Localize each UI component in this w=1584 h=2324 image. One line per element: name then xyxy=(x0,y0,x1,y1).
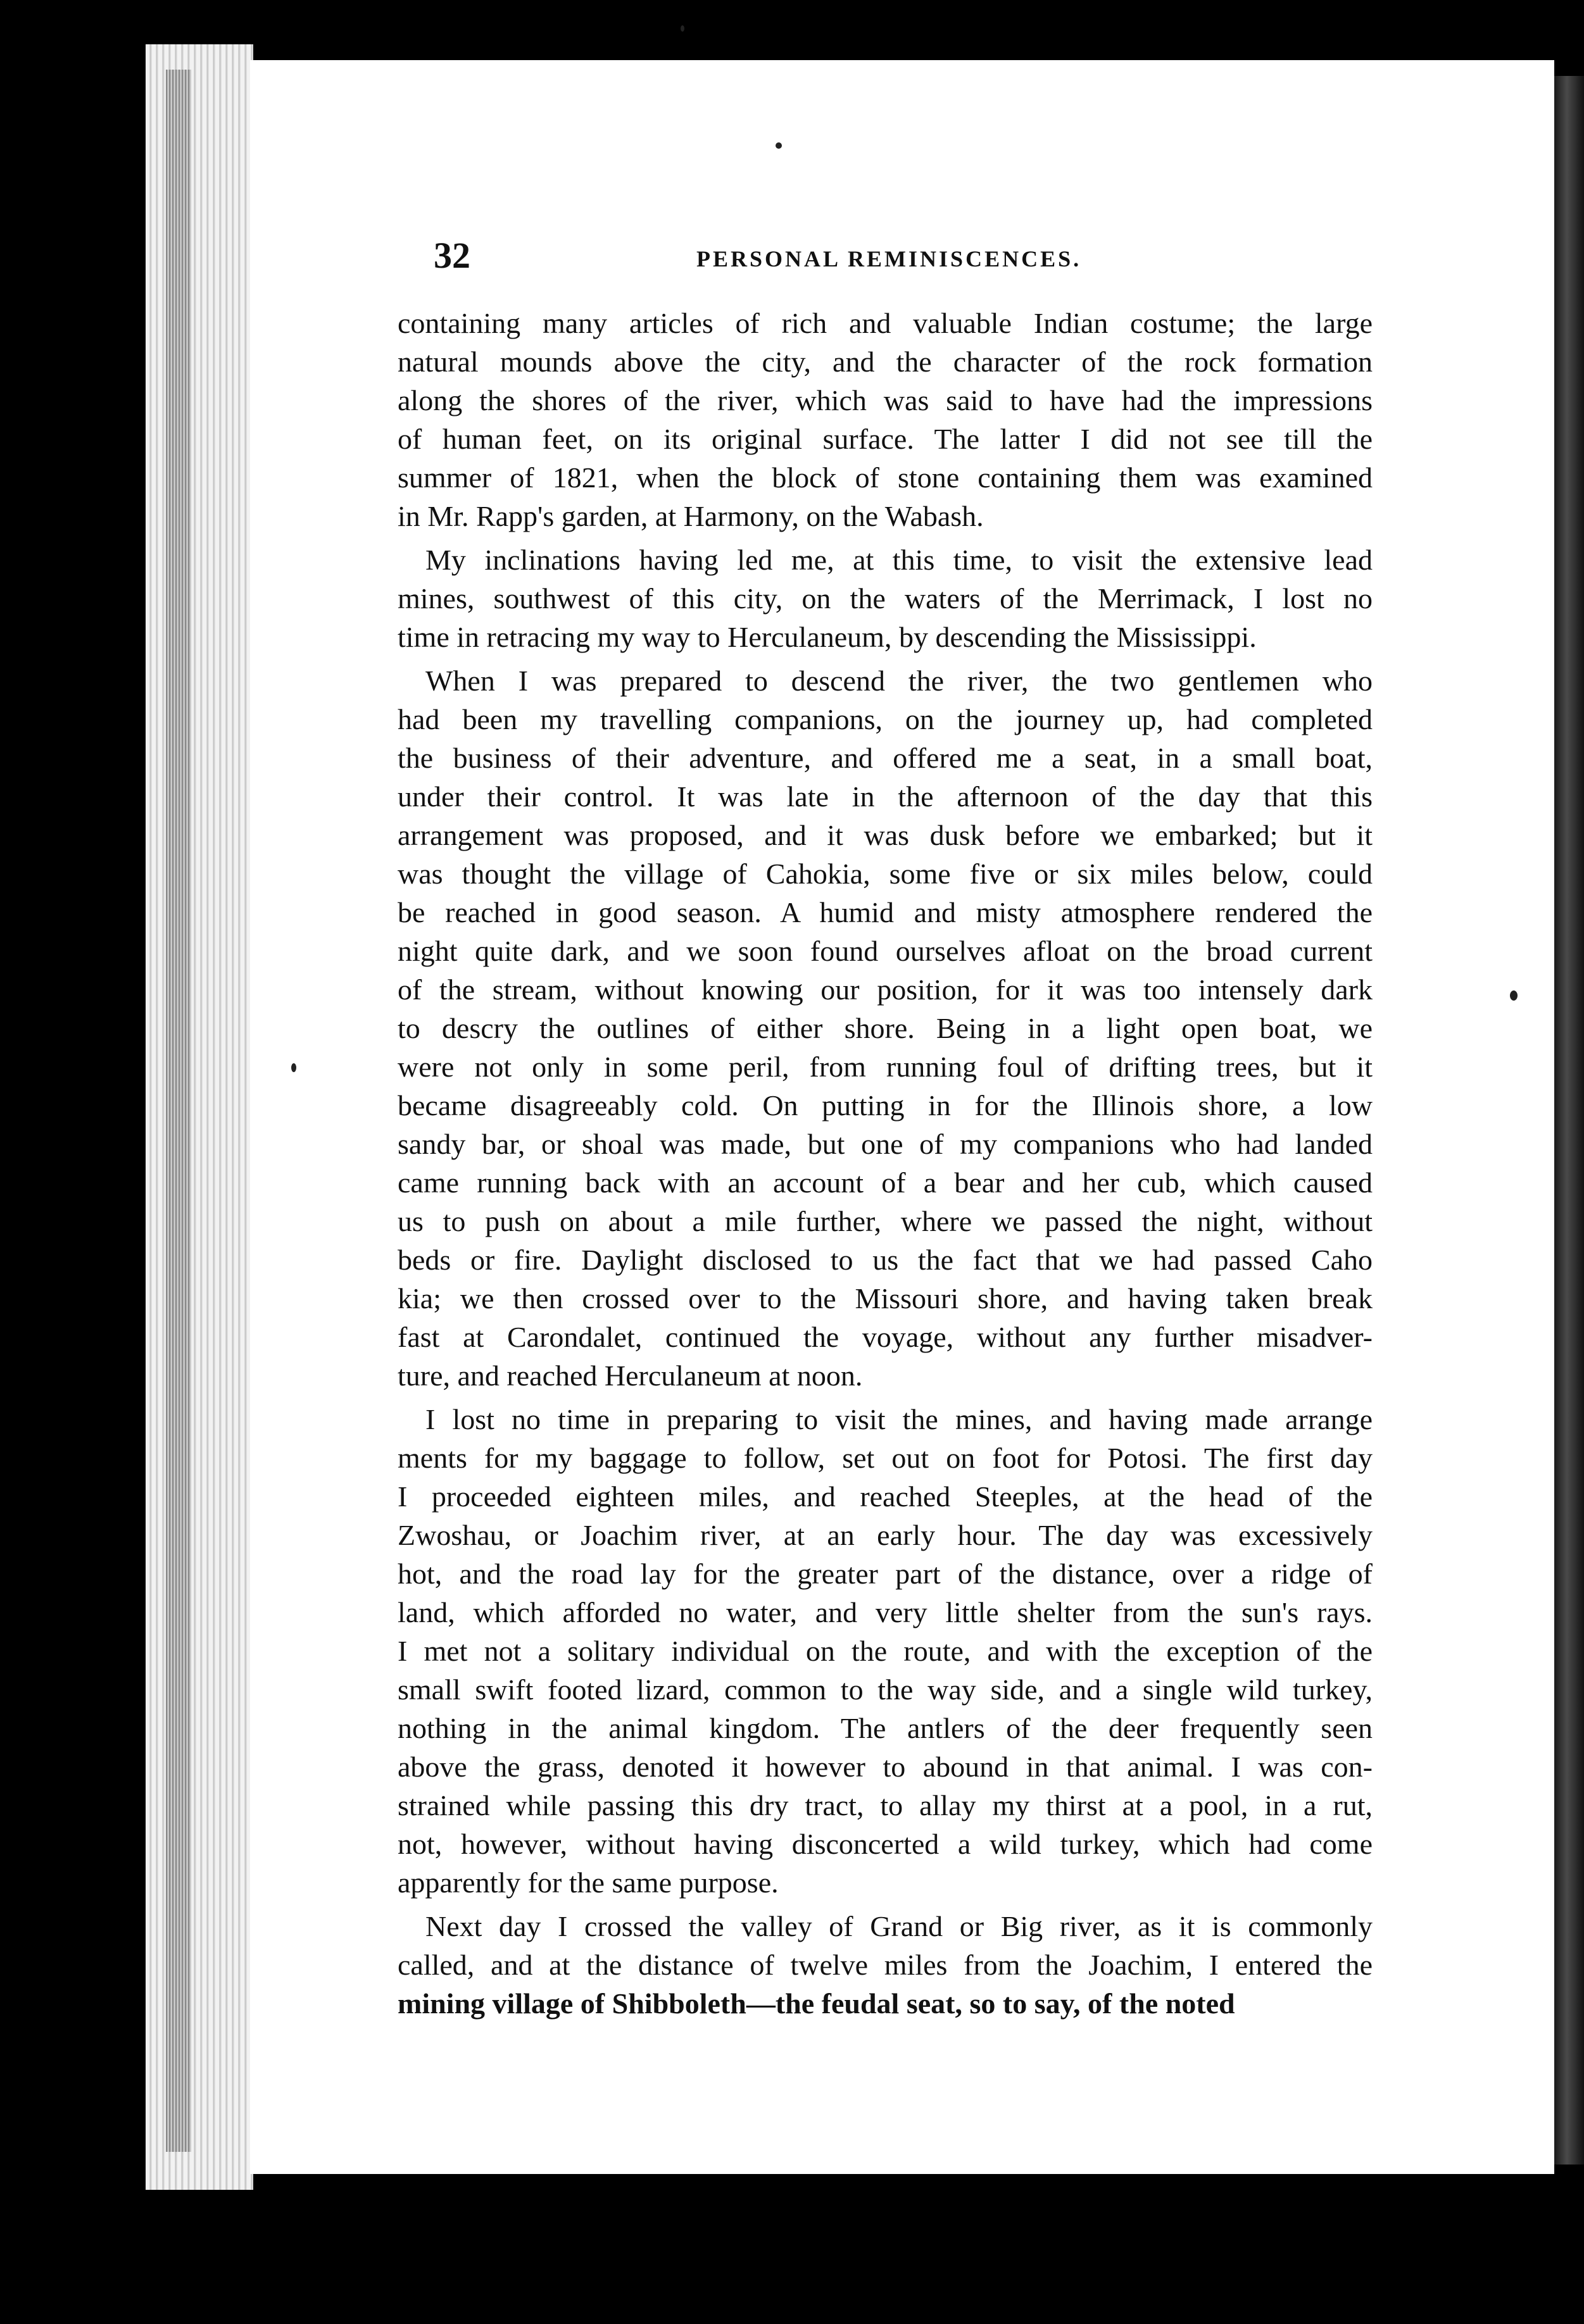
text-line: apparently for the same purpose. xyxy=(398,1866,779,1899)
text-line: containing many articles of rich and valuable Indian costume; the large xyxy=(398,307,1373,339)
text-line: nothing in the animal kingdom. The antlers of the deer frequently seen xyxy=(398,1712,1373,1744)
text-line: was thought the village of Cahokia, some five or six miles below, could xyxy=(398,858,1373,890)
text-line: natural mounds above the city, and the character of the rock formation xyxy=(398,346,1373,378)
print-speck xyxy=(681,25,684,32)
body-text xyxy=(398,304,1373,2028)
paragraph xyxy=(398,1400,1373,1902)
text-line: came running back with an account of a bear and her cub, which caused xyxy=(398,1166,1373,1199)
text-line: I met not a solitary individual on the route, and with the exception of the xyxy=(398,1635,1373,1667)
paragraph xyxy=(398,1907,1373,2023)
page-number: 32 xyxy=(434,235,470,276)
text-line: arrangement was proposed, and it was dusk before we embarked; but it xyxy=(398,819,1373,851)
text-line: beds or fire. Daylight disclosed to us the fact that we had passed Caho xyxy=(398,1244,1373,1276)
text-line: night quite dark, and we soon found ourselves afloat on the broad current xyxy=(398,935,1373,967)
text-line: fast at Carondalet, continued the voyage, without any further misadver- xyxy=(398,1321,1373,1353)
text-line: summer of 1821, when the block of stone containing them was examined xyxy=(398,461,1373,494)
paragraph xyxy=(398,661,1373,1395)
text-line: above the grass, denoted it however to abound in that animal. I was con- xyxy=(398,1751,1373,1783)
text-line: Next day I crossed the valley of Grand or Big river, as it is commonly xyxy=(425,1910,1373,1942)
text-line: kia; we then crossed over to the Missouri shore, and having taken break xyxy=(398,1282,1373,1315)
text-line: Zwoshau, or Joachim river, at an early hour. The day was excessively xyxy=(398,1519,1373,1551)
page-header xyxy=(434,234,1345,285)
running-head: PERSONAL REMINISCENCES. xyxy=(696,246,1082,272)
text-line: I proceeded eighteen miles, and reached Steeples, at the head of the xyxy=(398,1480,1373,1513)
print-speck xyxy=(291,1063,296,1072)
text-line: in Mr. Rapp's garden, at Harmony, on the Wabash. xyxy=(398,500,984,532)
text-line: hot, and the road lay for the greater part of the distance, over a ridge of xyxy=(398,1558,1373,1590)
text-line: I lost no time in preparing to visit the mines, and having made arrange xyxy=(425,1403,1373,1435)
text-line: My inclinations having led me, at this time, to visit the extensive lead xyxy=(425,544,1373,576)
text-line: of the stream, without knowing our position, for it was too intensely dark xyxy=(398,973,1373,1006)
text-line: not, however, without having disconcerted a wild turkey, which had come xyxy=(398,1828,1373,1860)
text-line: be reached in good season. A humid and misty atmosphere rendered the xyxy=(398,896,1373,928)
text-line: of human feet, on its original surface. The latter I did not see till the xyxy=(398,423,1373,455)
text-line: strained while passing this dry tract, to allay my thirst at a pool, in a rut, xyxy=(398,1789,1373,1821)
print-speck xyxy=(776,142,782,149)
print-speck xyxy=(1510,990,1518,1001)
text-line: along the shores of the river, which was said to have had the impressions xyxy=(398,384,1373,416)
facing-page-edge xyxy=(1554,76,1584,2165)
text-line: became disagreeably cold. On putting in for the Illinois shore, a low xyxy=(398,1089,1373,1121)
text-line: sandy bar, or shoal was made, but one of my companions who had landed xyxy=(398,1128,1373,1160)
text-line: us to push on about a mile further, where we passed the night, without xyxy=(398,1205,1373,1237)
paragraph xyxy=(398,540,1373,656)
book-page-edges xyxy=(146,44,253,2190)
text-line: the business of their adventure, and offered me a seat, in a small boat, xyxy=(398,742,1373,774)
text-line: under their control. It was late in the afternoon of the day that this xyxy=(398,780,1373,813)
paragraph xyxy=(398,304,1373,535)
book-binding-shadow xyxy=(166,70,191,2152)
text-line: land, which afforded no water, and very little shelter from the sun's rays. xyxy=(398,1596,1373,1628)
text-line: called, and at the distance of twelve miles from the Joachim, I entered the xyxy=(398,1949,1373,1981)
text-line: small swift footed lizard, common to the way side, and a single wild turkey, xyxy=(398,1673,1373,1706)
text-line: ments for my baggage to follow, set out on foot for Potosi. The first day xyxy=(398,1442,1373,1474)
text-line: were not only in some peril, from running foul of drifting trees, but it xyxy=(398,1051,1373,1083)
text-line: mines, southwest of this city, on the waters of the Merrimack, I lost no xyxy=(398,582,1373,615)
text-line: had been my travelling companions, on the journey up, had completed xyxy=(398,703,1373,735)
text-line: When I was prepared to descend the river, the two gentlemen who xyxy=(425,665,1373,697)
text-line: to descry the outlines of either shore. Being in a light open boat, we xyxy=(398,1012,1373,1044)
text-line: mining village of Shibboleth—the feudal seat, so to say, of the noted xyxy=(398,1987,1235,2020)
text-line: time in retracing my way to Herculaneum, by descending the Mississippi. xyxy=(398,621,1257,653)
text-line: ture, and reached Herculaneum at noon. xyxy=(398,1359,863,1392)
